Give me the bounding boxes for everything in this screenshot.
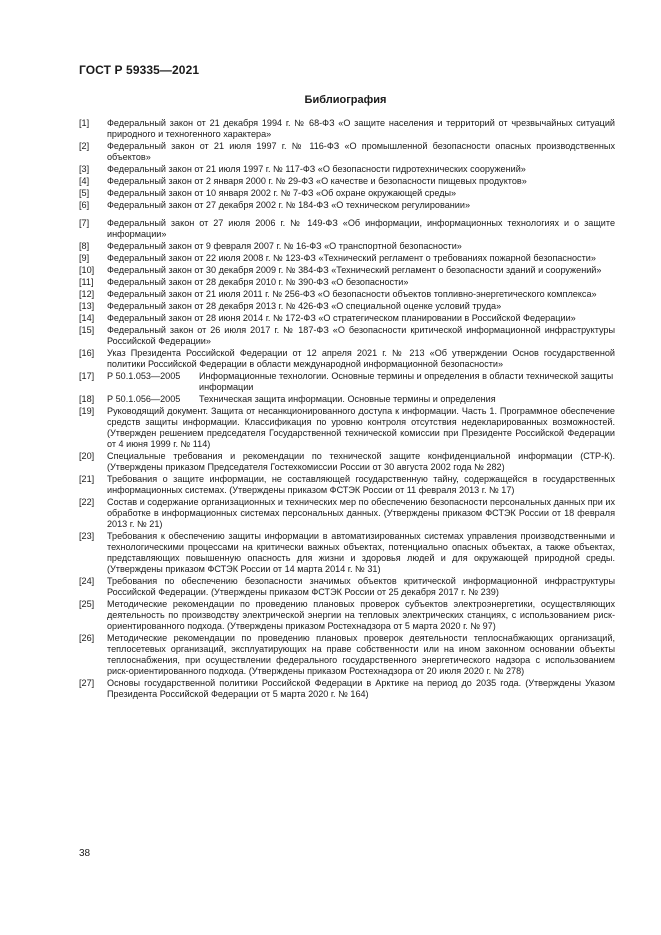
entry-number: [27] bbox=[79, 678, 95, 688]
bibliography-entry bbox=[79, 531, 615, 575]
bibliography-entry bbox=[79, 176, 615, 187]
entry-text: Федеральный закон от 21 июля 1997 г. № 117-ФЗ «О безопасности гидротехнических сооружений» bbox=[107, 164, 526, 174]
entry-text: Федеральный закон от 27 июля 2006 г. № 149-ФЗ «Об информации, информационных технологиях и о защите информации» bbox=[107, 218, 615, 239]
entry-text: Техническая защита информации. Основные термины и определения bbox=[199, 394, 496, 404]
bibliography-entry bbox=[79, 348, 615, 370]
entry-text: Федеральный закон от 28 декабря 2010 г. № 390-ФЗ «О безопасности» bbox=[107, 277, 409, 287]
bibliography-entry bbox=[79, 277, 615, 288]
entry-number: [16] bbox=[79, 348, 95, 358]
bibliography-entry bbox=[79, 188, 615, 199]
entry-text: Федеральный закон от 26 июля 2017 г. № 187-ФЗ «О безопасности критической информационной инфраструктуры Российской Федерации» bbox=[107, 325, 615, 346]
entry-text: Специальные требования и рекомендации по технической защите конфиденциальной информации (СТР-К). (Утверждены приказом Председателя Гостехкомиссии России от 30 августа 2002 года № 282) bbox=[107, 451, 615, 472]
entry-number: [9] bbox=[79, 253, 90, 263]
entry-text: Методические рекомендации по проведению плановых проверок деятельности теплоснабжающих организаций, теплосетевых организаций, эксплуатирующих на праве собственности или на ином законном основании объекты теплоснабжения, при осуществлении федерального государственного энергетического надзора с использованием риск-ориентированного подхода. (Утверждены приказом Ростехнадзора от 20 июля 2020 г. № 278) bbox=[107, 633, 615, 676]
entry-text: Указ Президента Российской Федерации от 12 апреля 2021 г. № 213 «Об утверждении Основ государственной политики Российской Федерации в области международной информационной безопасности» bbox=[107, 348, 615, 369]
bibliography-entry bbox=[79, 289, 615, 300]
bibliography-entry-standard bbox=[79, 371, 615, 393]
entry-number: [6] bbox=[79, 200, 90, 210]
entry-text: Методические рекомендации по проведению плановых проверок субъектов электроэнергетики, осуществляющих деятельность по производству электрической энергии на тепловых электрических станциях, с использованием риск-ориентированного подхода. (Утверждены приказом Ростехнадзора от 5 марта 2020 г. № 97) bbox=[107, 599, 615, 631]
entry-text: Федеральный закон от 21 июля 1997 г. № 116-ФЗ «О промышленной безопасности опасных производственных объектов» bbox=[107, 141, 615, 162]
entry-text: Федеральный закон от 21 июля 2011 г. № 256-ФЗ «О безопасности объектов топливно-энергетического комплекса» bbox=[107, 289, 597, 299]
entry-number: [12] bbox=[79, 289, 95, 299]
bibliography-entry bbox=[79, 576, 615, 598]
entry-number: [17] bbox=[79, 371, 95, 381]
entry-text: Информационные технологии. Основные термины и определения в области технической защиты информации bbox=[199, 371, 614, 392]
bibliography-entry bbox=[79, 497, 615, 530]
entry-text: Федеральный закон от 22 июля 2008 г. № 123-ФЗ «Технический регламент о требованиях пожарной безопасности» bbox=[107, 253, 596, 263]
entry-text: Федеральный закон от 28 июня 2014 г. № 172-ФЗ «О стратегическом планировании в Российской Федерации» bbox=[107, 313, 576, 323]
page-number: 38 bbox=[79, 848, 91, 859]
bibliography-entry bbox=[79, 265, 615, 276]
entry-number: [15] bbox=[79, 325, 95, 335]
bibliography-entry-standard bbox=[79, 394, 615, 405]
entry-text: Состав и содержание организационных и технических мер по обеспечению безопасности персональных данных при их обработке в информационных системах персональных данных. (Утверждены приказом ФСТЭК России от 18 февраля 2013 г. № 21) bbox=[107, 497, 615, 529]
entry-text: Требования к обеспечению защиты информации в автоматизированных системах управления производственными и технологическими процессами на критически важных объектах, потенциально опасных объектах, а также объектах, представляющих повышенную опасность для жизни и здоровья людей и для окружающей природной среды. (Утверждены приказом ФСТЭК России от 14 марта 2014 г. № 31) bbox=[107, 531, 615, 574]
section-title: Библиография bbox=[304, 94, 387, 106]
bibliography-entry bbox=[79, 301, 615, 312]
entry-number: [3] bbox=[79, 164, 90, 174]
bibliography-entry bbox=[79, 241, 615, 252]
entry-number: [2] bbox=[79, 141, 90, 151]
bibliography-list bbox=[79, 118, 615, 701]
standard-code: Р 50.1.053—2005 bbox=[107, 371, 181, 381]
entry-text: Федеральный закон от 10 января 2002 г. № 7-ФЗ «Об охране окружающей среды» bbox=[107, 188, 457, 198]
entry-text: Федеральный закон от 27 декабря 2002 г. № 184-ФЗ «О техническом регулировании» bbox=[107, 200, 470, 210]
entry-number: [19] bbox=[79, 406, 95, 416]
standard-code: Р 50.1.056—2005 bbox=[107, 394, 181, 404]
entry-number: [13] bbox=[79, 301, 95, 311]
bibliography-entry bbox=[79, 200, 615, 211]
entry-number: [25] bbox=[79, 599, 95, 609]
entry-text: Федеральный закон от 9 февраля 2007 г. № 16-ФЗ «О транспортной безопасности» bbox=[107, 241, 462, 251]
bibliography-entry bbox=[79, 633, 615, 677]
entry-number: [18] bbox=[79, 394, 95, 404]
entry-text: Руководящий документ. Защита от несанкционированного доступа к информации. Часть 1. Программное обеспечение средств защиты информации. Классификация по уровню контроля отсутствия недекларированных возможностей. (Утвержден решением председателя Государственной технической комиссии при Президенте Российской Федерации от 4 июня 1999 г. № 114) bbox=[107, 406, 615, 449]
bibliography-entry bbox=[79, 141, 615, 163]
bibliography-entry bbox=[79, 118, 615, 140]
entry-text: Основы государственной политики Российской Федерации в Арктике на период до 2035 года. (Утверждены Указом Президента Российской Федерации от 5 марта 2020 г. № 164) bbox=[107, 678, 615, 699]
bibliography-entry bbox=[79, 164, 615, 175]
entry-number: [11] bbox=[79, 277, 94, 287]
bibliography-entry bbox=[79, 451, 615, 473]
entry-number: [14] bbox=[79, 313, 95, 323]
bibliography-entry bbox=[79, 218, 615, 240]
entry-number: [26] bbox=[79, 633, 95, 643]
entry-number: [10] bbox=[79, 265, 95, 275]
entry-text: Федеральный закон от 2 января 2000 г. № 29-ФЗ «О качестве и безопасности пищевых продуктов» bbox=[107, 176, 527, 186]
bibliography-entry bbox=[79, 325, 615, 347]
bibliography-entry bbox=[79, 599, 615, 632]
entry-number: [23] bbox=[79, 531, 95, 541]
entry-text: Федеральный закон от 21 декабря 1994 г. № 68-ФЗ «О защите населения и территорий от чрезвычайных ситуаций природного и техногенного характера» bbox=[107, 118, 615, 139]
bibliography-entry bbox=[79, 253, 615, 264]
entry-number: [8] bbox=[79, 241, 90, 251]
entry-text: Федеральный закон от 28 декабря 2013 г. № 426-ФЗ «О специальной оценке условий труда» bbox=[107, 301, 502, 311]
entry-number: [20] bbox=[79, 451, 95, 461]
entry-text: Требования по обеспечению безопасности значимых объектов критической информационной инфраструктуры Российской Федерации. (Утверждены приказом ФСТЭК России от 25 декабря 2017 г. № 239) bbox=[107, 576, 615, 597]
entry-number: [1] bbox=[79, 118, 90, 128]
entry-number: [24] bbox=[79, 576, 95, 586]
entry-number: [7] bbox=[79, 218, 90, 228]
bibliography-entry bbox=[79, 406, 615, 450]
bibliography-entry bbox=[79, 678, 615, 700]
entry-text: Требования о защите информации, не составляющей государственную тайну, содержащейся в государственных информационных системах. (Утверждены приказом ФСТЭК России от 11 февраля 2013 г. № 17) bbox=[107, 474, 615, 495]
entry-number: [21] bbox=[79, 474, 95, 484]
bibliography-entry bbox=[79, 313, 615, 324]
bibliography-entry bbox=[79, 474, 615, 496]
entry-number: [4] bbox=[79, 176, 90, 186]
entry-number: [5] bbox=[79, 188, 90, 198]
entry-number: [22] bbox=[79, 497, 95, 507]
entry-text: Федеральный закон от 30 декабря 2009 г. № 384-ФЗ «Технический регламент о безопасности зданий и сооружений» bbox=[107, 265, 602, 275]
document-code: ГОСТ Р 59335—2021 bbox=[79, 63, 200, 77]
